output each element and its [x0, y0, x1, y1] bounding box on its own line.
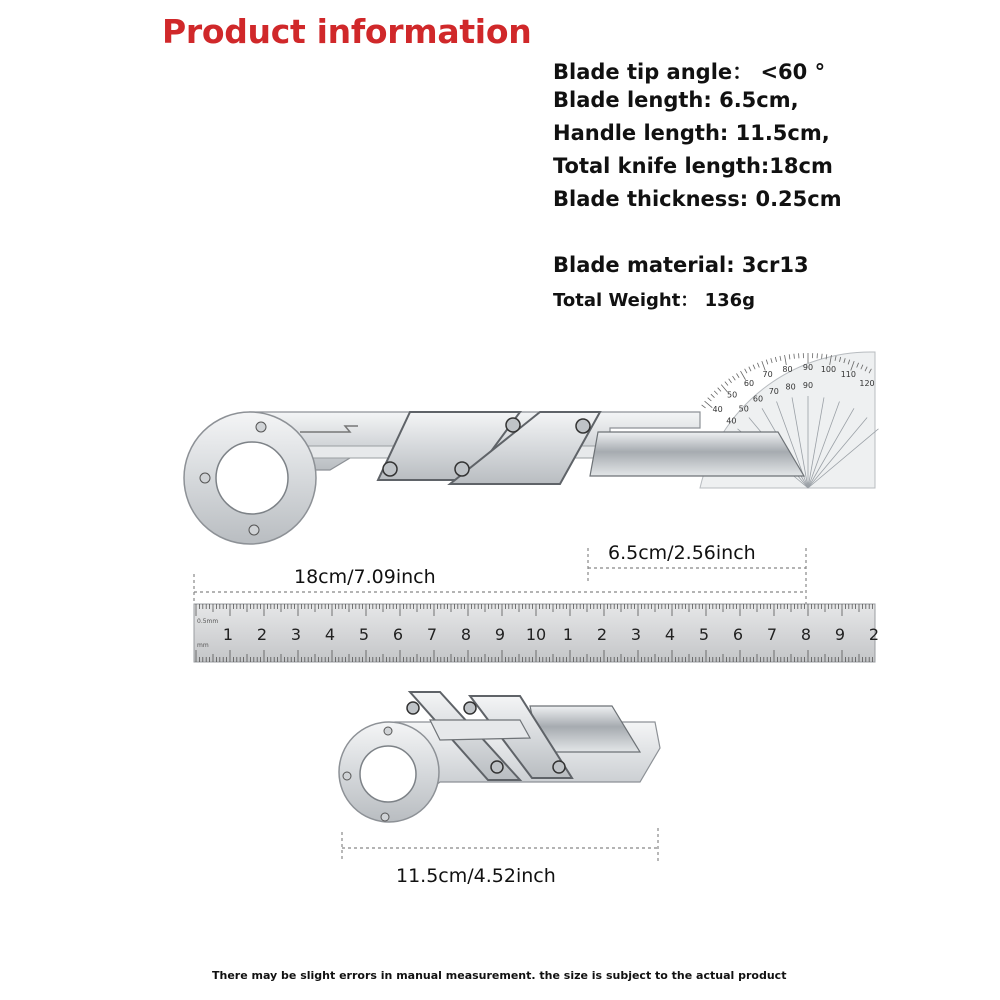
protractor-tick — [766, 360, 768, 365]
ruler-number: 8 — [800, 625, 812, 644]
ruler-number: 3 — [290, 625, 302, 644]
protractor-tick — [736, 374, 739, 378]
spec-blade-length: Blade length: 6.5cm, — [553, 88, 799, 112]
protractor-label: 60 — [752, 394, 764, 404]
spec-tip-angle: Blade tip angle： <60 ° — [553, 60, 826, 84]
ruler-number: 5 — [358, 625, 370, 644]
protractor-tick — [753, 365, 755, 370]
protractor-tick — [705, 401, 713, 407]
protractor-tick — [708, 398, 712, 401]
ruler-number: 9 — [834, 625, 846, 644]
spec-total-weight: Total Weight： 136g — [553, 290, 756, 311]
protractor-label: 90 — [802, 363, 814, 372]
spec-handle-length: Handle length: 11.5cm, — [553, 121, 830, 145]
dimension-handle-label: 11.5cm/4.52inch — [396, 865, 556, 887]
protractor-tick — [725, 382, 728, 386]
protractor-label: 110 — [840, 370, 856, 380]
ruler-number: 2 — [256, 625, 268, 644]
ruler-number: 1 — [562, 625, 574, 644]
ruler-number: 7 — [766, 625, 778, 644]
ruler-number: 1 — [222, 625, 234, 644]
knife-folded — [339, 692, 660, 822]
ruler-number: 2 — [596, 625, 608, 644]
protractor-tick — [702, 405, 706, 408]
spec-blade-thickness: Blade thickness: 0.25cm — [553, 187, 842, 211]
protractor-label: 40 — [726, 416, 737, 426]
dimension-total-label: 18cm/7.09inch — [294, 566, 436, 588]
protractor-label: 120 — [859, 378, 875, 388]
protractor-tick — [789, 354, 790, 359]
protractor-tick — [794, 354, 795, 359]
protractor-label: 40 — [712, 405, 723, 415]
spec-blade-material: Blade material: 3cr13 — [553, 253, 809, 277]
protractor-tick — [745, 369, 747, 373]
protractor-tick — [711, 394, 715, 397]
ruler-number: 3 — [630, 625, 642, 644]
protractor-label: 50 — [727, 390, 738, 400]
measuring-ruler — [194, 604, 879, 662]
ruler-number: 4 — [324, 625, 336, 644]
protractor-label: 100 — [820, 364, 837, 374]
protractor-tick — [729, 379, 732, 383]
protractor-tick — [771, 358, 772, 363]
protractor-tick — [822, 354, 823, 359]
ruler-number: 6 — [732, 625, 744, 644]
protractor-tick — [749, 367, 751, 371]
protractor-tick — [714, 391, 717, 395]
protractor-tick — [718, 388, 721, 392]
ruler-number: 10 — [525, 625, 547, 644]
page-title: Product information — [162, 12, 532, 51]
ruler-number: 5 — [698, 625, 710, 644]
ruler-unit-top: 0.5mm — [197, 618, 219, 625]
measurement-disclaimer: There may be slight errors in manual measurement. the size is subject to the actual product — [212, 969, 787, 982]
dimension-blade-label: 6.5cm/2.56inch — [608, 542, 756, 564]
ruler-number: 2 — [868, 625, 880, 644]
protractor-label: 70 — [762, 370, 773, 380]
ruler-number: 9 — [494, 625, 506, 644]
protractor-tick — [733, 376, 736, 380]
ruler-number: 6 — [392, 625, 404, 644]
ruler-number: 7 — [426, 625, 438, 644]
ruler-number: 4 — [664, 625, 676, 644]
protractor-label: 80 — [782, 364, 793, 374]
protractor-tick — [775, 357, 776, 362]
ruler-number: 8 — [460, 625, 472, 644]
protractor-tick — [785, 355, 787, 365]
protractor-label: 90 — [802, 381, 814, 390]
protractor-label: 70 — [768, 387, 779, 397]
protractor-tick — [757, 363, 759, 368]
spec-total-length: Total knife length:18cm — [553, 154, 833, 178]
protractor-label: 50 — [738, 404, 749, 414]
protractor-label: 80 — [785, 382, 796, 392]
ruler-unit-bottom: mm — [197, 642, 209, 649]
protractor-label: 60 — [743, 378, 755, 388]
protractor-tick — [780, 356, 781, 361]
